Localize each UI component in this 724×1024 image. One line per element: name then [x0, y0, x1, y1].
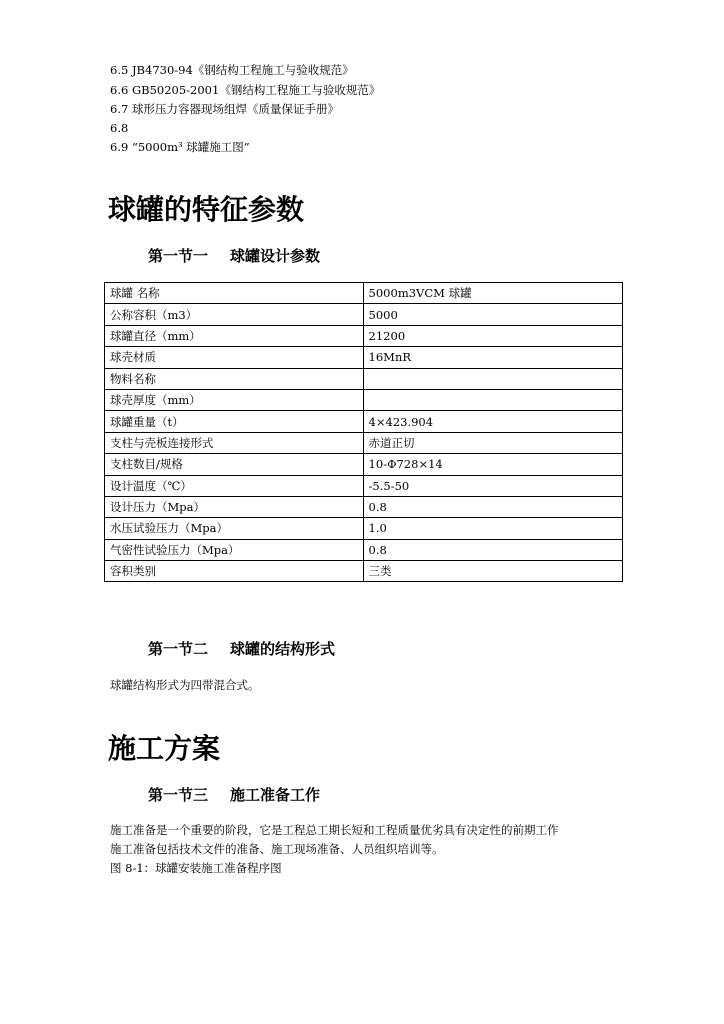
- preparation-paragraph-line-1: 施工准备是一个重要的阶段，它是工程总工期长短和工程质量优劣具有决定性的前期工作: [110, 823, 559, 837]
- table-row: [105, 454, 623, 475]
- param-name: 球壳厚度（mm）: [105, 389, 364, 410]
- reference-item: 6.6 GB50205-2001《钢结构工程施工与验收规范》: [110, 83, 381, 97]
- subsection-title: 施工准备工作: [230, 786, 321, 804]
- param-value: 21200: [363, 325, 622, 346]
- table-row: [105, 539, 623, 560]
- param-name: 设计温度（℃）: [105, 475, 364, 496]
- param-value: 赤道正切: [363, 432, 622, 453]
- table-row: [105, 347, 623, 368]
- param-name: 设计压力（Mpa）: [105, 496, 364, 517]
- figure-caption: 图 8-1：球罐安装施工准备程序图: [110, 861, 282, 875]
- table-row: [105, 325, 623, 346]
- param-name: 支柱与壳板连接形式: [105, 432, 364, 453]
- param-value: [363, 389, 622, 410]
- param-name: 容积类别: [105, 561, 364, 582]
- reference-item: 6.9 “5000m³ 球罐施工图”: [110, 140, 250, 154]
- param-value: 0.8: [363, 496, 622, 517]
- reference-item: 6.7 球形压力容器现场组焊《质量保证手册》: [110, 102, 339, 116]
- param-name: 支柱数目/规格: [105, 454, 364, 475]
- param-value: 0.8: [363, 539, 622, 560]
- param-value: 1.0: [363, 518, 622, 539]
- param-value: 4×423.904: [363, 411, 622, 432]
- subsection-number: 第一节三: [148, 786, 209, 804]
- param-name: 气密性试验压力（Mpa）: [105, 539, 364, 560]
- table-row: [105, 561, 623, 582]
- param-value: 10-Φ728×14: [363, 454, 622, 475]
- param-value: 5000: [363, 304, 622, 325]
- param-name: 球罐重量（t）: [105, 411, 364, 432]
- param-name: 公称容积（m3）: [105, 304, 364, 325]
- section-heading-construction-plan: 施工方案: [108, 732, 221, 765]
- param-name: 水压试验压力（Mpa）: [105, 518, 364, 539]
- table-row: [105, 432, 623, 453]
- preparation-paragraph-line-2: 施工准备包括技术文件的准备、施工现场准备、人员组织培训等。: [110, 842, 444, 856]
- table-row: [105, 304, 623, 325]
- subsection-heading-design-params: [148, 246, 320, 266]
- table-row: [105, 411, 623, 432]
- table-row: [105, 518, 623, 539]
- param-value: -5.5-50: [363, 475, 622, 496]
- reference-item: 6.5 JB4730-94《钢结构工程施工与验收规范》: [110, 63, 354, 77]
- param-value: [363, 368, 622, 389]
- param-name: 物料名称: [105, 368, 364, 389]
- table-row: [105, 475, 623, 496]
- param-value: 16MnR: [363, 347, 622, 368]
- subsection-title: 球罐的结构形式: [230, 640, 336, 658]
- param-value: 三类: [363, 561, 622, 582]
- param-name: 球罐直径（mm）: [105, 325, 364, 346]
- param-value: 5000m3VCM 球罐: [363, 283, 622, 304]
- design-parameters-table: [104, 282, 623, 582]
- section-heading-characteristics: 球罐的特征参数: [108, 193, 305, 226]
- subsection-number: 第一节二: [148, 640, 209, 658]
- reference-item: 6.8: [110, 121, 129, 135]
- param-name: 球罐 名称: [105, 283, 364, 304]
- subsection-heading-structure: [148, 639, 335, 659]
- structure-description: 球罐结构形式为四带混合式。: [110, 678, 260, 692]
- table-row: [105, 496, 623, 517]
- table-row: [105, 368, 623, 389]
- table-row: [105, 283, 623, 304]
- subsection-number: 第一节一: [148, 247, 209, 265]
- param-name: 球壳材质: [105, 347, 364, 368]
- table-row: [105, 389, 623, 410]
- subsection-heading-preparation: [148, 785, 320, 805]
- subsection-title: 球罐设计参数: [230, 247, 321, 265]
